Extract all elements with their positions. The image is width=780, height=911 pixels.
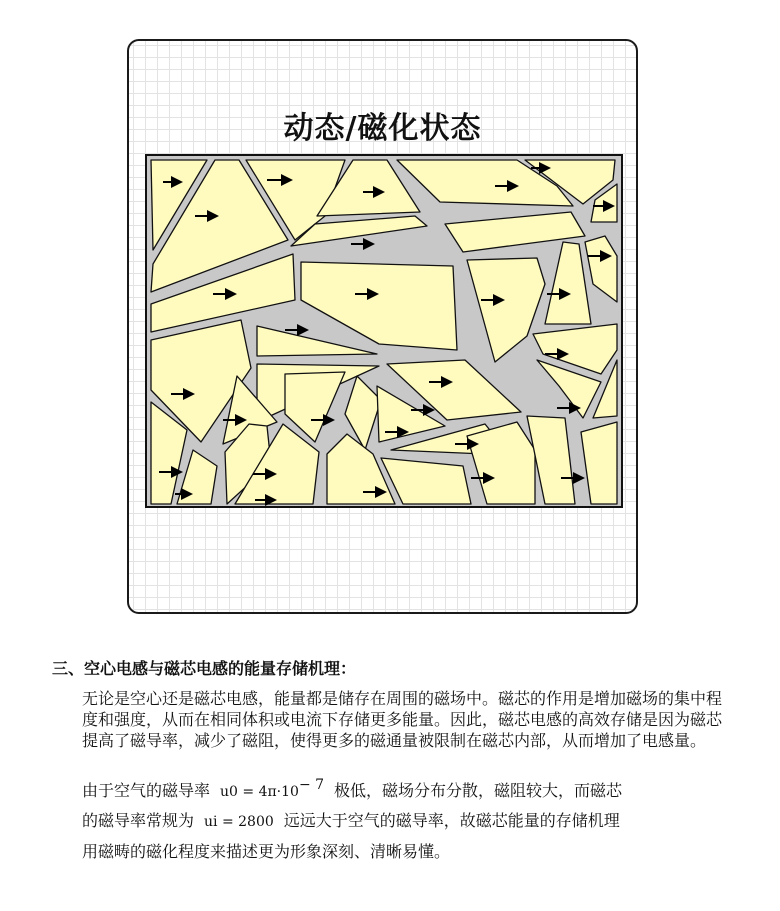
formula-mu0-exponent: − 7 (298, 777, 325, 793)
text-fragment: 由于空气的磁导率 (82, 781, 211, 800)
magnetic-domain-diagram (145, 154, 623, 510)
domain-figure-card (127, 39, 638, 614)
paragraph-line-core-permeability (82, 808, 620, 831)
formula-mu0-base: u0 = 4π·10 (220, 784, 299, 800)
figure-title: 动态/磁化状态 (283, 111, 482, 146)
paragraph-energy-storage: 无论是空心还是磁芯电感，能量都是储存在周围的磁场中。磁芯的作用是增加磁场的集中程度和强度，从而在相同体积或电流下存储更多能量。因此，磁芯电感的高效存储是因为磁芯提高了磁导率，减少了磁阻，使得更多的磁通量被限制在磁芯内部，从而增加了电感量。 (82, 689, 723, 750)
paragraph-line-air-permeability (82, 777, 622, 801)
paragraph-line-domain-description: 用磁畴的磁化程度来描述更为形象深刻、清晰易懂。 (82, 842, 451, 861)
formula-ui: ui = 2800 (204, 814, 274, 830)
text-fragment: 的磁导率常规为 (82, 811, 195, 830)
text-fragment: 极低，磁场分布分散，磁阻较大，而磁芯 (334, 781, 623, 800)
formula-mu0 (220, 777, 325, 800)
section-heading: 三、空心电感与磁芯电感的能量存储机理： (52, 659, 357, 678)
text-fragment: 远远大于空气的磁导率，故磁芯能量的存储机理 (283, 811, 620, 830)
